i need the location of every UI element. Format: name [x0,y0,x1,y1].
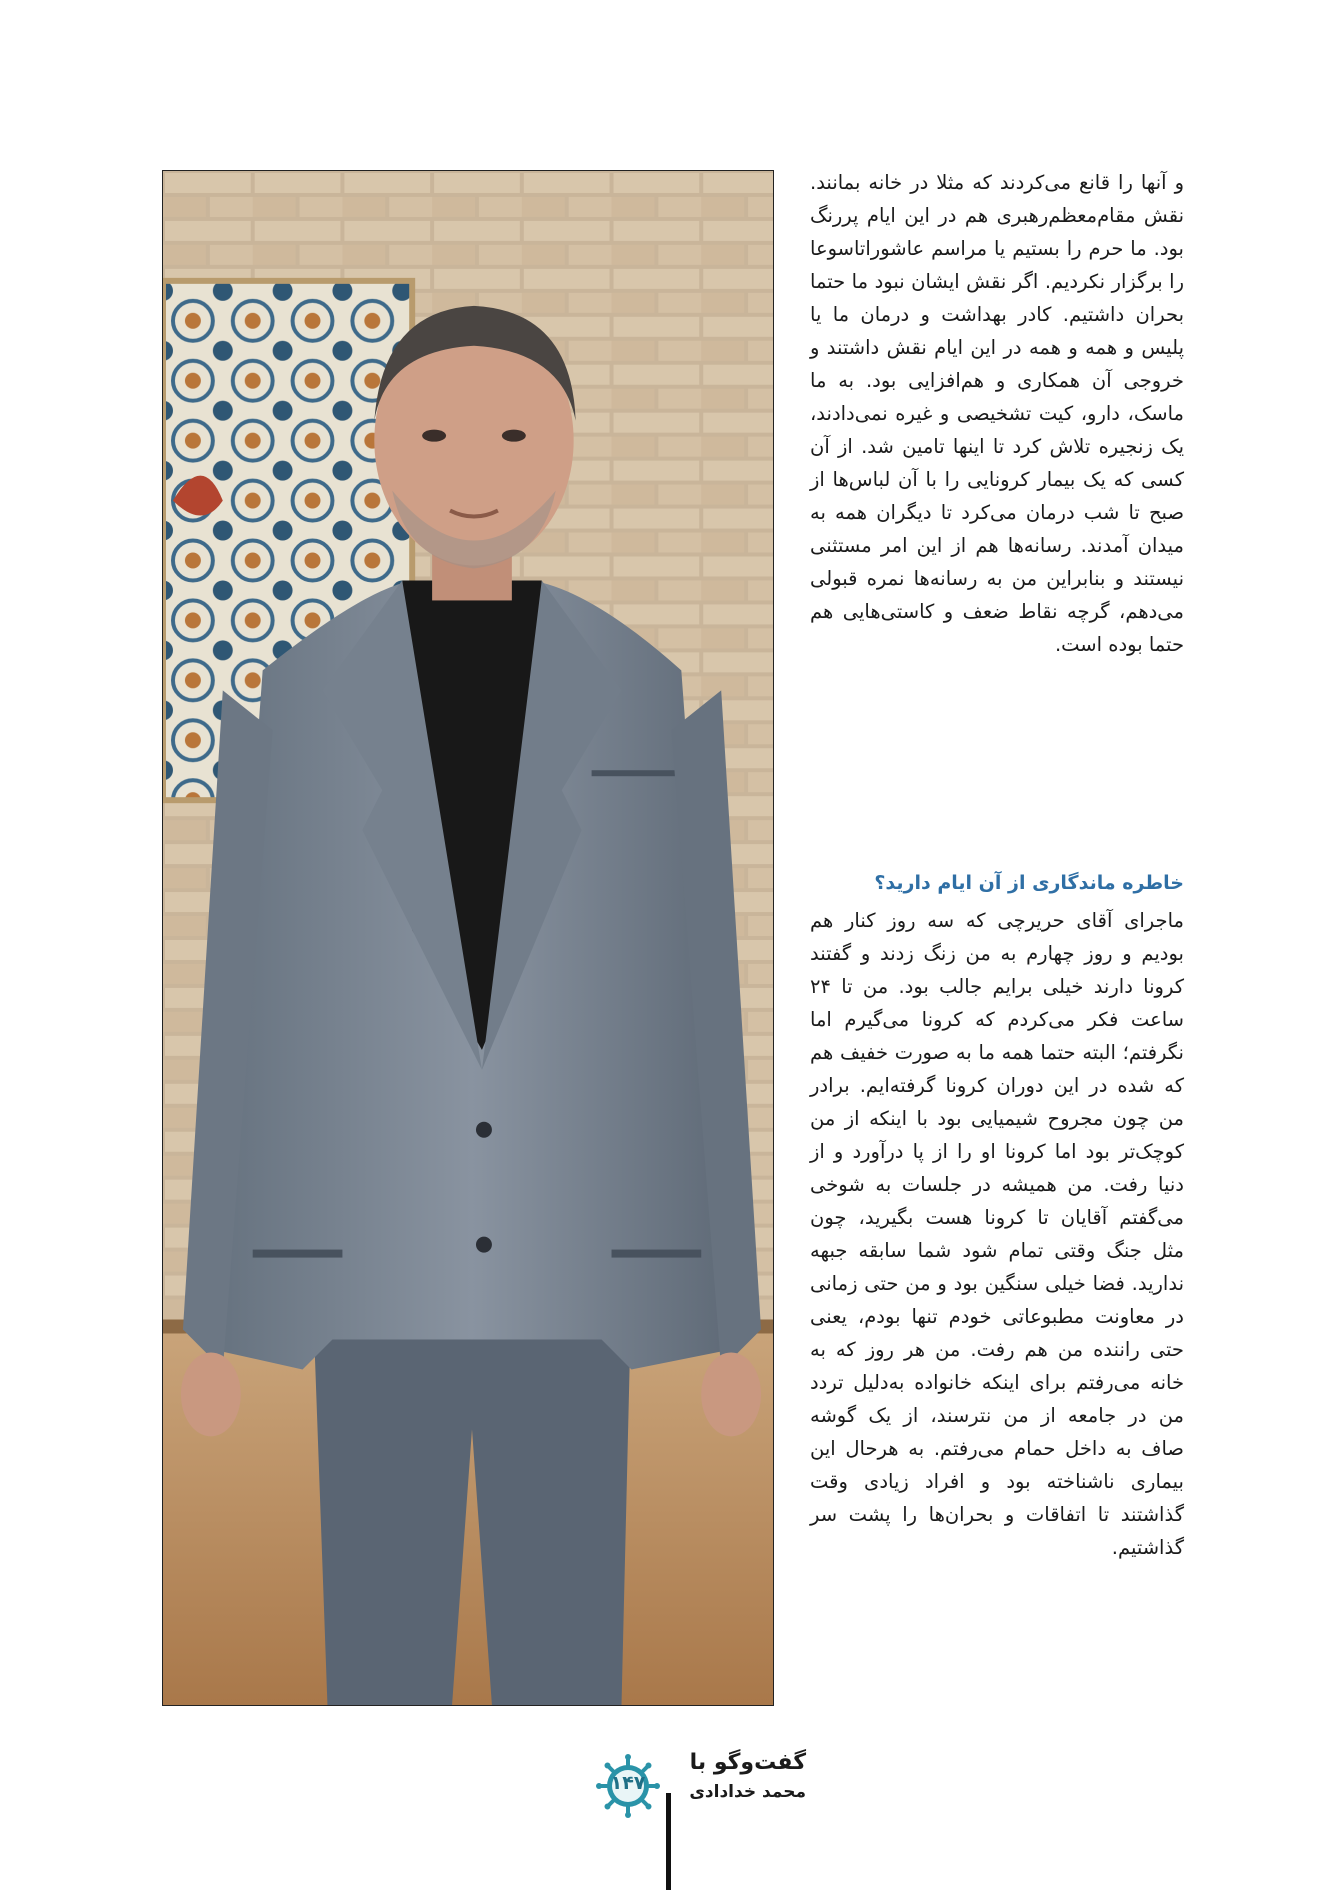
section-title: گفت‌وگو با [689,1750,806,1775]
page-footer [596,1750,826,1820]
portrait-photo [162,170,774,1706]
interview-question: خاطره ماندگاری از آن ایام دارید؟ [874,872,1184,894]
article-paragraph-1 [810,166,1184,661]
article-paragraph-2 [810,904,1184,1564]
portrait-illustration [163,171,773,1705]
page-number-badge [596,1754,660,1818]
footer-divider [666,1793,671,1890]
paragraph-2-text: ماجرای آقای حریرچی که سه روز کنار هم بودیم و روز چهارم به من زنگ زدند و گفتند کرونا دارند خیلی برایم جالب بود. من تا ۲۴ ساعت فکر می‌کردم که کرونا می‌گیرم اما نگرفتم؛ البته حتما همه ما به صورت خفیف هم که شده در این دوران کرونا گرفته‌ایم. برادر من چون مجروح شیمیایی بود با اینکه از من کوچک‌تر بود اما کرونا او را از پا درآورد و از دنیا رفت. من همیشه در جلسات به شوخی می‌گفتم آقایان تا کرونا هست بگیرید، چون مثل جنگ وقتی تمام شود شما سابقه جبهه ندارید. فضا خیلی سنگین بود و من حتی زمانی در معاونت مطبوعاتی خودم تنها بودم، یعنی حتی راننده من هم رفت. من هر روز که به خانه می‌رفتم برای اینکه خانواده به‌دلیل تردد من در جامعه از من نترسند، از یک گوشه صاف به داخل حمام می‌رفتم. به هرحال این بیماری ناشناخته بود و افراد زیادی وقت گذاشتند تا اتفاقات و بحران‌ها را پشت سر گذاشتیم. [810,909,1184,1559]
paragraph-1-text: و آنها را قانع می‌کردند که مثلا در خانه بمانند. نقش مقام‌معظم‌رهبری هم در این ایام پررنگ بود. ما حرم را بستیم یا مراسم عاشوراتاسوعا را برگزار نکردیم. اگر نقش ایشان نبود ما حتما بحران داشتیم. کادر بهداشت و درمان ما یا پلیس و همه و همه در این ایام نقش داشتند و خروجی آن همکاری و هم‌افزایی بود. به ما ماسک، دارو، کیت تشخیصی و غیره نمی‌دادند، یک زنجیره تلاش کرد تا اینها تامین شد. از آن کسی که یک بیمار کرونایی را با آن لباس‌ها از صبح تا شب درمان می‌کرد تا دیگران همه به میدان آمدند. رسانه‌ها هم از این امر مستثنی نیستند و بنابراین من به رسانه‌ها نمره قبولی می‌دهم، گرچه نقاط ضعف و کاستی‌هایی هم حتما بوده است. [810,171,1184,656]
interviewee-name: محمد خدادادی [689,1782,806,1802]
page-number: ۱۴۷ [610,1772,646,1794]
